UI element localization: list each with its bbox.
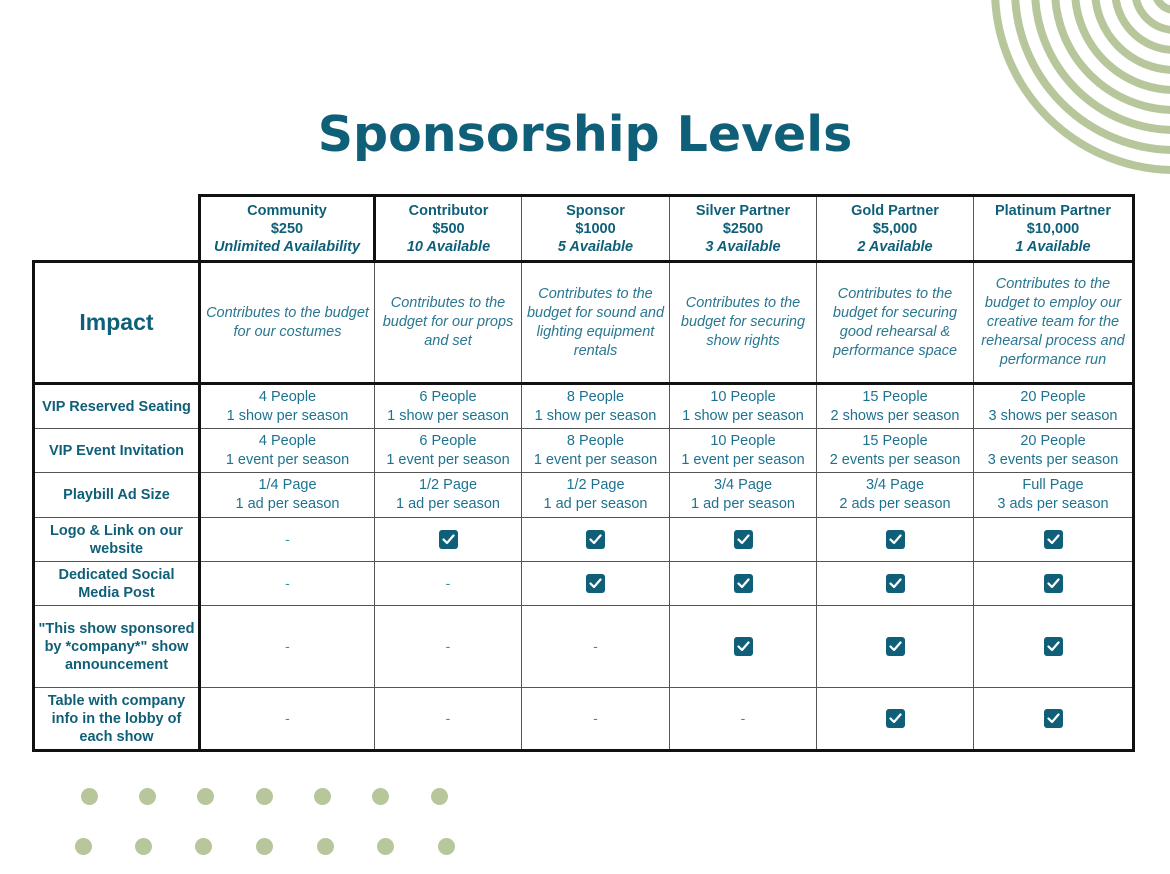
decorative-dot (75, 838, 92, 855)
benefit-value (670, 384, 817, 429)
benefit-not-included (522, 688, 670, 751)
benefit-value (200, 384, 375, 429)
benefit-not-included (200, 562, 375, 606)
benefit-value (817, 429, 974, 473)
impact-cell: Contributes to the budget for securing good rehearsal & performance space (817, 262, 974, 384)
benefit-quantity: 15 People (862, 432, 928, 449)
checkbox-checked-icon (1044, 637, 1063, 656)
benefit-not-included (375, 688, 522, 751)
benefit-row (34, 429, 1134, 473)
benefit-quantity: 1/2 Page (418, 477, 478, 493)
checkbox-checked-icon (1044, 530, 1063, 549)
benefit-label: VIP Event Invitation (34, 429, 200, 473)
sponsorship-table (32, 194, 1135, 752)
decorative-dot (314, 788, 331, 805)
benefit-quantity: 3/4 Page (713, 477, 773, 493)
benefit-included (670, 518, 817, 562)
tier-header-platinum-partner: Platinum Partner $10,000 1 Available (974, 196, 1134, 262)
decorative-dot (377, 838, 394, 855)
benefit-quantity: 4 People (258, 388, 317, 405)
checkbox-checked-icon (886, 530, 905, 549)
tier-header-sponsor: Sponsor $1000 5 Available (522, 196, 670, 262)
benefit-value (974, 429, 1134, 473)
benefit-value (670, 473, 817, 518)
benefit-frequency: 2 events per season (829, 451, 961, 468)
benefit-value (974, 384, 1134, 429)
benefit-not-included (200, 688, 375, 751)
benefit-row (34, 384, 1134, 429)
benefit-frequency: 1 ad per season (691, 496, 795, 512)
benefit-frequency: 1 show per season (387, 407, 509, 424)
benefit-value (817, 473, 974, 518)
benefit-included (974, 518, 1134, 562)
dash-icon: - (285, 574, 290, 591)
header-row (34, 196, 1134, 262)
benefit-quantity: 8 People (566, 432, 625, 449)
benefit-included (817, 518, 974, 562)
dash-icon: - (445, 574, 451, 591)
checkbox-checked-icon (886, 709, 905, 728)
decorative-dot (317, 838, 334, 855)
benefit-not-included (200, 518, 375, 562)
tier-header-gold-partner: Gold Partner $5,000 2 Available (817, 196, 974, 262)
benefit-frequency: 1 event per season (681, 451, 805, 468)
benefit-value (670, 429, 817, 473)
decorative-dot (81, 788, 98, 805)
dash-icon: - (593, 637, 598, 654)
decorative-dot (438, 838, 455, 855)
benefit-frequency: 1 show per season (534, 407, 657, 424)
benefit-value (200, 429, 375, 473)
benefit-value (522, 429, 670, 473)
benefit-quantity: 4 People (258, 432, 317, 449)
benefit-value (375, 384, 522, 429)
benefit-included (974, 562, 1134, 606)
checkbox-checked-icon (586, 574, 605, 593)
benefit-row (34, 473, 1134, 518)
impact-row (34, 262, 1134, 384)
benefit-frequency: 1 ad per season (543, 496, 648, 512)
dash-icon: - (285, 637, 290, 654)
checkbox-checked-icon (734, 637, 753, 656)
benefit-included (375, 518, 522, 562)
benefit-included (670, 562, 817, 606)
impact-cell: Contributes to the budget for sound and lighting equipment rentals (522, 262, 670, 384)
impact-cell: Contributes to the budget to employ our creative team for the rehearsal process and performance run (974, 262, 1134, 384)
benefit-frequency: 2 shows per season (830, 407, 960, 424)
benefit-quantity: 8 People (566, 388, 625, 405)
dash-icon: - (285, 709, 290, 726)
benefit-included (670, 606, 817, 688)
dash-icon: - (445, 709, 451, 726)
benefit-value (375, 473, 522, 518)
benefit-quantity: 3/4 Page (865, 477, 925, 493)
benefit-frequency: 1 show per season (682, 407, 804, 424)
decorative-dot (372, 788, 389, 805)
checkbox-checked-icon (439, 530, 458, 549)
benefit-quantity: 15 People (862, 388, 928, 405)
benefit-value (522, 384, 670, 429)
impact-label: Impact (34, 262, 200, 384)
tier-header-silver-partner: Silver Partner $2500 3 Available (670, 196, 817, 262)
decorative-dot (139, 788, 156, 805)
tier-header-community: Community $250 Unlimited Availability (200, 196, 375, 262)
checkbox-checked-icon (886, 637, 905, 656)
benefit-quantity: Full Page (1022, 477, 1084, 493)
checkbox-checked-icon (734, 574, 753, 593)
decorative-dot (195, 838, 212, 855)
benefit-quantity: 1/2 Page (566, 477, 625, 493)
benefit-label: "This show sponsored by *company*" show announcement (34, 606, 200, 688)
checkbox-checked-icon (1044, 709, 1063, 728)
benefit-quantity: 6 People (419, 388, 477, 405)
benefit-frequency: 1 event per season (533, 451, 658, 468)
benefit-label: Logo & Link on our website (34, 518, 200, 562)
benefit-value (817, 384, 974, 429)
benefit-included (974, 606, 1134, 688)
benefit-included (817, 688, 974, 751)
benefit-frequency: 3 ads per season (997, 496, 1109, 512)
decorative-dot (197, 788, 214, 805)
benefit-not-included (375, 562, 522, 606)
decorative-dot (256, 838, 273, 855)
benefit-included (974, 688, 1134, 751)
benefit-frequency: 3 shows per season (988, 407, 1118, 424)
dash-icon: - (445, 637, 451, 654)
impact-cell: Contributes to the budget for our costumes (200, 262, 375, 384)
empty-corner (34, 196, 200, 262)
benefit-value (200, 473, 375, 518)
benefit-quantity: 6 People (419, 432, 477, 449)
page-title: Sponsorship Levels (317, 106, 853, 163)
dash-icon: - (285, 530, 290, 547)
benefit-frequency: 3 events per season (987, 451, 1119, 468)
tier-header-contributor: Contributor $500 10 Available (375, 196, 522, 262)
checkbox-checked-icon (1044, 574, 1063, 593)
benefit-label: VIP Reserved Seating (34, 384, 200, 429)
checkbox-checked-icon (734, 530, 753, 549)
benefit-frequency: 2 ads per season (839, 496, 951, 512)
benefit-frequency: 1 show per season (226, 407, 349, 424)
benefit-frequency: 1 event per season (225, 451, 350, 468)
decorative-dot (431, 788, 448, 805)
benefit-not-included (200, 606, 375, 688)
dash-icon: - (593, 709, 598, 726)
benefit-quantity: 10 People (710, 432, 776, 449)
checkbox-checked-icon (886, 574, 905, 593)
benefit-quantity: 10 People (710, 388, 776, 405)
benefit-label: Dedicated Social Media Post (34, 562, 200, 606)
benefit-frequency: 1 ad per season (235, 496, 340, 512)
impact-cell: Contributes to the budget for our props and set (375, 262, 522, 384)
benefit-quantity: 20 People (1020, 432, 1086, 449)
benefit-value (974, 473, 1134, 518)
benefit-frequency: 1 event per season (386, 451, 510, 468)
benefit-not-included (375, 606, 522, 688)
benefit-quantity: 20 People (1020, 388, 1086, 405)
benefit-included (522, 562, 670, 606)
benefit-included (522, 518, 670, 562)
decorative-dot (135, 838, 152, 855)
checkbox-checked-icon (586, 530, 605, 549)
dash-icon: - (740, 709, 746, 726)
impact-cell: Contributes to the budget for securing show rights (670, 262, 817, 384)
benefit-row (34, 518, 1134, 562)
benefit-not-included (670, 688, 817, 751)
benefit-included (817, 606, 974, 688)
benefit-label: Playbill Ad Size (34, 473, 200, 518)
benefit-label: Table with company info in the lobby of each show (34, 688, 200, 751)
benefit-row (34, 606, 1134, 688)
benefit-included (817, 562, 974, 606)
decorative-dot (256, 788, 273, 805)
benefit-value (522, 473, 670, 518)
benefit-quantity: 1/4 Page (258, 477, 317, 493)
benefit-frequency: 1 ad per season (396, 496, 500, 512)
benefit-value (375, 429, 522, 473)
benefit-row (34, 562, 1134, 606)
benefit-row (34, 688, 1134, 751)
benefit-not-included (522, 606, 670, 688)
